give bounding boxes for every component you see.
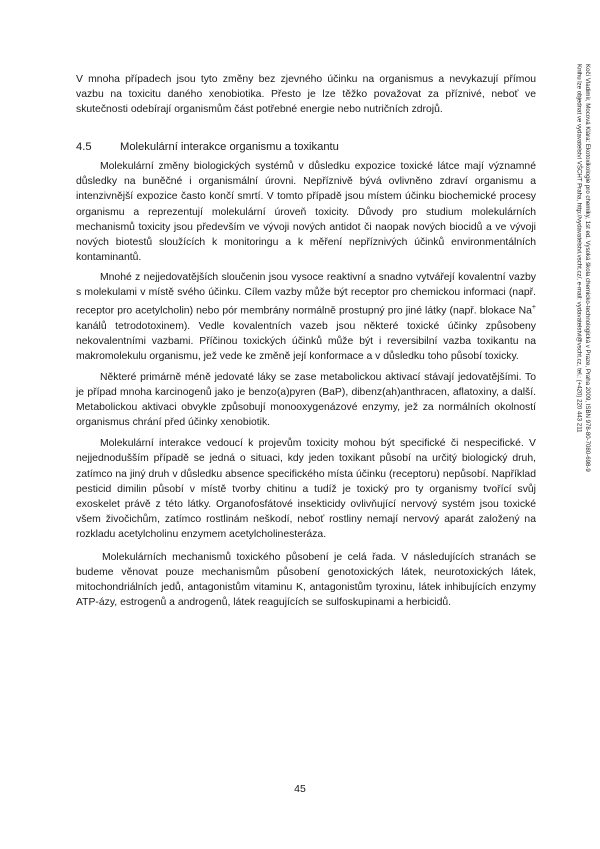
sodium-superscript: +	[531, 304, 536, 312]
citation-line-1: Kočí Vladimír, Mocová Klára: Ekotoxikologie pro chemiky, 1st ed. Vysoká škola chemicko-technologická v Praze, Praha 2009, ISBN 978-80-7080-698-9	[584, 64, 591, 472]
paragraph-1: Molekulární změny biologických systémů v důsledku expozice toxické látce mají významné důsledky na buněčné i organismální úrovni. Nepříznivě bývá ovlivněno zdraví organismu a intenzivnější expozice často končí smrtí. V tomto případě jsou místem účinku biochemické procesy organismu a reprezentují molekulární úroveň toxicity. Důvody pro studium molekulárních mechanismů toxicity jsou především ve vývoji nových antidot či naopak nových biocidů a ve vývoji nových biotestů sloužících k monitoringu a k měření nepříznivých účinků environmentálních kontaminantů.	[76, 161, 536, 263]
paragraph-2	[76, 270, 536, 364]
paragraph-3: Některé primárně méně jedovaté láky se zase metabolickou aktivací stávají jedovatějšími. To je případ mnoha karcinogenů jako je benzo(a)pyren (BaP), dibenz(ah)anthracen, aflatoxiny, a další. Metabolickou aktivaci obvykle způsobují monooxygenázové enzymy, jež za normálních okolností organismus chrání před účinky xenobiotik.	[76, 371, 536, 429]
paragraph-2-text-a: Mnohé z nejjedovatějších sloučenin jsou vysoce reaktivní a snadno vytvářejí kovalentní vazby s molekulami v místě svého účinku. Cílem vazby může být receptor pro chemickou informaci (např. receptor pro acetylcholin) nebo pór membrány normálně prostupný pro jiné látky (např. blokace Na	[76, 271, 536, 317]
intro-paragraph: V mnoha případech jsou tyto změny bez zjevného účinku na organismus a nevykazují přímou vazbu na toxicitu daného xenobiotika. Přesto je lze těžko považovat za příznivé, neboť ve skutečnosti odebírají organismům část potřebné energie nebo nutričních zdrojů.	[76, 74, 536, 116]
paragraph-2-text-b: kanálů tetrodotoxinem). Vedle kovalentních vazeb jsou některé toxické účinky způsobeny nekovalentními vazbami. Příčinou toxických účinků může být i reversibilní vazba toxikantu na makromolekulu organismu, jež vede ke změně její konformace a v důsledku toho působí toxicky.	[76, 320, 536, 362]
section-number: 4.5	[76, 141, 92, 154]
paragraph-4: Molekulární interakce vedoucí k projevům toxicity mohou být specifické či nespecifické. V nejjednodušším případě se jedná o situaci, kdy jeden toxikant působí na určitý biologický druh, zatímco na jiný druh v důsledku absence specifického místa účinku (receptoru) nepůsobí. Například pesticid dimilin působí v místě tvorby chitinu a tudíž je toxický pro ty organismy tvořící svůj exoskelet právě z této látky. Organofosfátové insekticidy ovlivňující nervový systém jsou toxické všem živočichům, zatímco rostlinám neškodí, neboť rostliny nemají nervový aparát založený na rozkladu acetylcholinu enzymem acetylcholinesteráza.	[76, 438, 536, 540]
page-number: 45	[294, 783, 306, 795]
citation-line-2: Knihu lze objednat ve vydavatelství VŠCHT Praha, http://vydavatelstvi.vscht.cz/, e-mail: vydavatelstvi@vscht.cz, tel.: (+420) 220 443 211	[575, 64, 583, 433]
section-heading	[76, 139, 536, 155]
paragraph-5: Molekulárních mechanismů toxického působení je celá řada. V následujících stranách se budeme věnovat pouze mechanismům působení genotoxických látek, neurotoxických látek, mitochondriálních jedů, antagonistům vitaminu K, antagonistům tyroxinu, látek inhibujících enzymy ATP-ázy, estrogenů a androgenů, látek reagujících se sulfoskupinami a herbicidů.	[76, 552, 536, 609]
section-title: Molekulární interakce organismu a toxikantu	[120, 141, 339, 154]
page-body	[76, 72, 536, 610]
citation-side-note	[574, 64, 591, 472]
